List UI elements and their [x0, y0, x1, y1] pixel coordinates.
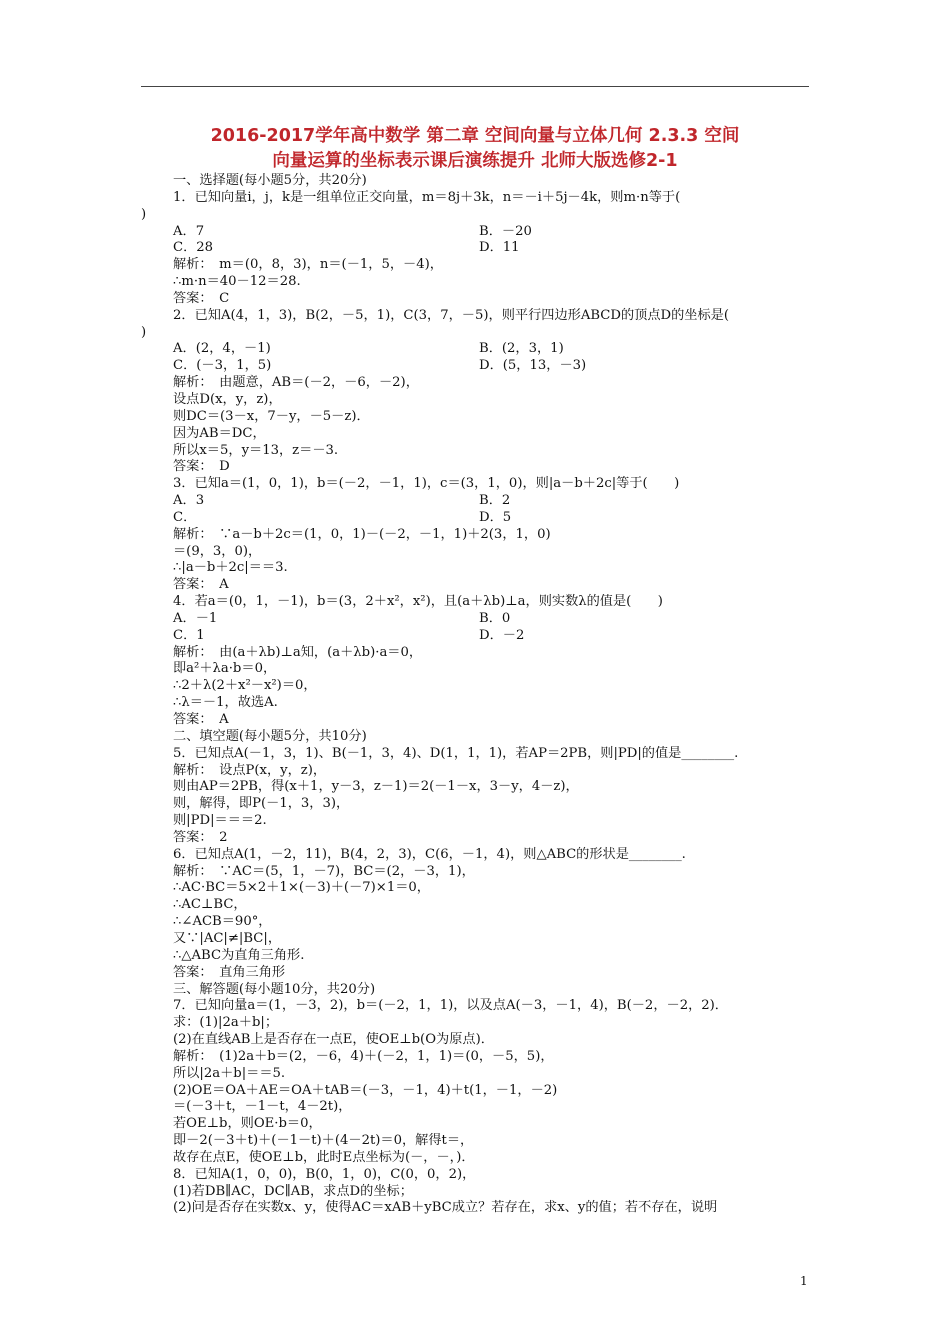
text-line: ∴AC·BC＝5×2＋1×(－3)＋(－7)×1＝0，	[173, 880, 430, 896]
text-line: ＝(9，3，0)，	[173, 543, 262, 559]
option-row	[141, 240, 813, 257]
option-right: D．－2	[479, 627, 525, 643]
option-left: C．	[173, 509, 197, 525]
option-right: D．5	[479, 509, 512, 525]
option-left: A．(2，4，－1)	[173, 341, 271, 357]
text-line: 则由AP＝2PB，得(x＋1，y－3，z－1)＝2(－1－x，3－y，4－z)，	[173, 779, 579, 795]
text-line: ∴AC⊥BC，	[173, 897, 247, 913]
option-row	[141, 611, 813, 628]
text-line: 解析： ∵a－b＋2c＝(1，0，1)－(－2，－1，1)＋2(3，1，0)	[173, 526, 551, 542]
option-row	[141, 493, 813, 510]
text-line: 5．已知点A(－1，3，1)、B(－1，3，4)、D(1，1，1)，若AP＝2PB，则|PD|的值是________.	[173, 745, 739, 761]
option-left: A．3	[173, 493, 205, 509]
text-line: 则DC＝(3－x，7－y，－5－z)．	[173, 408, 370, 424]
option-right: B．－20	[479, 223, 532, 239]
option-right: B．0	[479, 610, 511, 626]
text-line: 6．已知点A(1，－2，11)，B(4，2，3)，C(6，－1，4)，则△ABC的形状是________.	[173, 846, 686, 862]
document-body	[141, 173, 813, 1217]
text-line: 2．已知A(4，1，3)，B(2，－5，1)，C(3，7，－5)，则平行四边形ABCD的顶点D的坐标是(	[173, 307, 729, 323]
option-row	[141, 341, 813, 358]
option-left: C．(－3，1，5)	[173, 358, 272, 374]
text-line: 解析： 设点P(x，y，z)，	[173, 762, 327, 778]
option-right: B．(2，3，1)	[479, 341, 564, 357]
option-row	[141, 224, 813, 241]
text-line: 即－2(－3＋t)＋(－1－t)＋(4－2t)＝0，解得t＝，	[173, 1133, 474, 1149]
text-line: (1)若DB∥AC，DC∥AB，求点D的坐标；	[173, 1183, 413, 1199]
text-line: ＝(－3＋t，－1－t，4－2t)，	[173, 1099, 352, 1115]
text-line: ∴∠ACB＝90°，	[173, 914, 272, 930]
text-line: 3．已知a＝(1，0，1)，b＝(－2，－1，1)，c＝(3，1，0)，则|a－b＋2c|等于( )	[173, 476, 680, 492]
option-right: D．(5，13，－3)	[479, 358, 587, 374]
option-row	[141, 510, 813, 527]
text-line: 设点D(x，y，z)，	[173, 391, 282, 407]
option-left: A．－1	[173, 610, 218, 626]
text-line: 一、选择题(每小题5分，共20分)	[173, 173, 367, 188]
text-line: (2)问是否存在实数x、y，使得AC＝xAB＋yBC成立？若存在，求x、y的值；若不存在，说明	[173, 1200, 718, 1216]
text-line: 答案： 直角三角形	[173, 964, 286, 980]
text-line: 若OE⊥b，则OE·b＝0，	[173, 1116, 322, 1132]
text-line: 答案： A	[173, 712, 229, 727]
text-line: 答案： C	[173, 290, 230, 306]
text-line: 8．已知A(1，0，0)，B(0，1，0)，C(0，0，2)，	[173, 1166, 476, 1182]
text-line: 答案： D	[173, 459, 230, 475]
text-line: 故存在点E，使OE⊥b，此时E点坐标为(－，－，)．	[173, 1149, 475, 1165]
option-right: D．11	[479, 240, 520, 256]
text-line: )	[141, 206, 147, 222]
text-line: 因为AB＝DC，	[173, 425, 266, 441]
text-line: 所以|2a＋b|＝＝5.	[173, 1065, 286, 1081]
text-line: (2)在直线AB上是否存在一点E，使OE⊥b(O为原点)．	[173, 1032, 494, 1048]
text-line: 则，解得，即P(－1，3，3)，	[173, 796, 350, 812]
document-title	[132, 124, 818, 174]
text-line: ∴m·n＝40－12＝28.	[173, 274, 301, 290]
option-left: C．1	[173, 627, 205, 643]
text-line: 答案： 2	[173, 829, 228, 845]
option-left: C．28	[173, 240, 214, 256]
option-left: A．7	[173, 223, 205, 239]
text-line: 即a²＋λa·b＝0，	[173, 661, 277, 677]
text-line: 三、解答题(每小题10分，共20分)	[173, 981, 376, 997]
text-line: ∴|a－b＋2c|＝＝3.	[173, 560, 288, 576]
text-line: 解析： (1)2a＋b＝(2，－6，4)＋(－2，1，1)＝(0，－5，5)，	[173, 1048, 554, 1064]
option-row	[141, 358, 813, 375]
title-line-1: 2016-2017学年高中数学 第二章 空间向量与立体几何 2.3.3 空间	[210, 126, 740, 146]
text-line: 答案： A	[173, 577, 229, 593]
text-line: 解析： m＝(0，8，3)，n＝(－1，5，－4)，	[173, 257, 443, 273]
text-line: 所以x＝5，y＝13，z＝－3.	[173, 442, 339, 458]
text-line: 求：(1)|2a＋b|；	[173, 1015, 279, 1031]
text-line: 4．若a＝(0，1，－1)，b＝(3，2＋x²，x²)，且(a＋λb)⊥a，则实数λ的值是( )	[173, 594, 663, 610]
text-line: ∴λ＝－1，故选A.	[173, 695, 278, 711]
text-line: 解析： ∵AC＝(5，1，－7)，BC＝(2，－3，1)，	[173, 863, 475, 879]
text-line: 解析： 由(a＋λb)⊥a知，(a＋λb)·a＝0，	[173, 644, 423, 660]
text-line: 又∵|AC|≠|BC|，	[173, 930, 282, 946]
page-number: 1	[800, 1274, 808, 1288]
text-line: ∴△ABC为直角三角形.	[173, 947, 305, 963]
option-right: B．2	[479, 493, 511, 509]
title-line-2: 向量运算的坐标表示课后演练提升 北师大版选修2-1	[272, 151, 678, 171]
text-line: 7．已知向量a＝(1，－3，2)，b＝(－2，1，1)，以及点A(－3，－1，4)，B(－2，－2，2)．	[173, 998, 728, 1014]
text-line: 1．已知向量i，j，k是一组单位正交向量，m＝8j＋3k，n＝－i＋5j－4k，则m·n等于(	[173, 189, 681, 205]
text-line: ∴2＋λ(2＋x²－x²)＝0，	[173, 678, 317, 694]
header-rule	[141, 86, 809, 87]
option-row	[141, 628, 813, 645]
text-line: 则|PD|＝＝＝2.	[173, 813, 267, 829]
text-line: 二、填空题(每小题5分，共10分)	[173, 728, 367, 744]
text-line: )	[141, 324, 147, 340]
text-line: 解析： 由题意，AB＝(－2，－6，－2)，	[173, 375, 419, 391]
text-line: (2)OE＝OA＋AE＝OA＋tAB＝(－3，－1，4)＋t(1，－1，－2)	[173, 1082, 558, 1098]
